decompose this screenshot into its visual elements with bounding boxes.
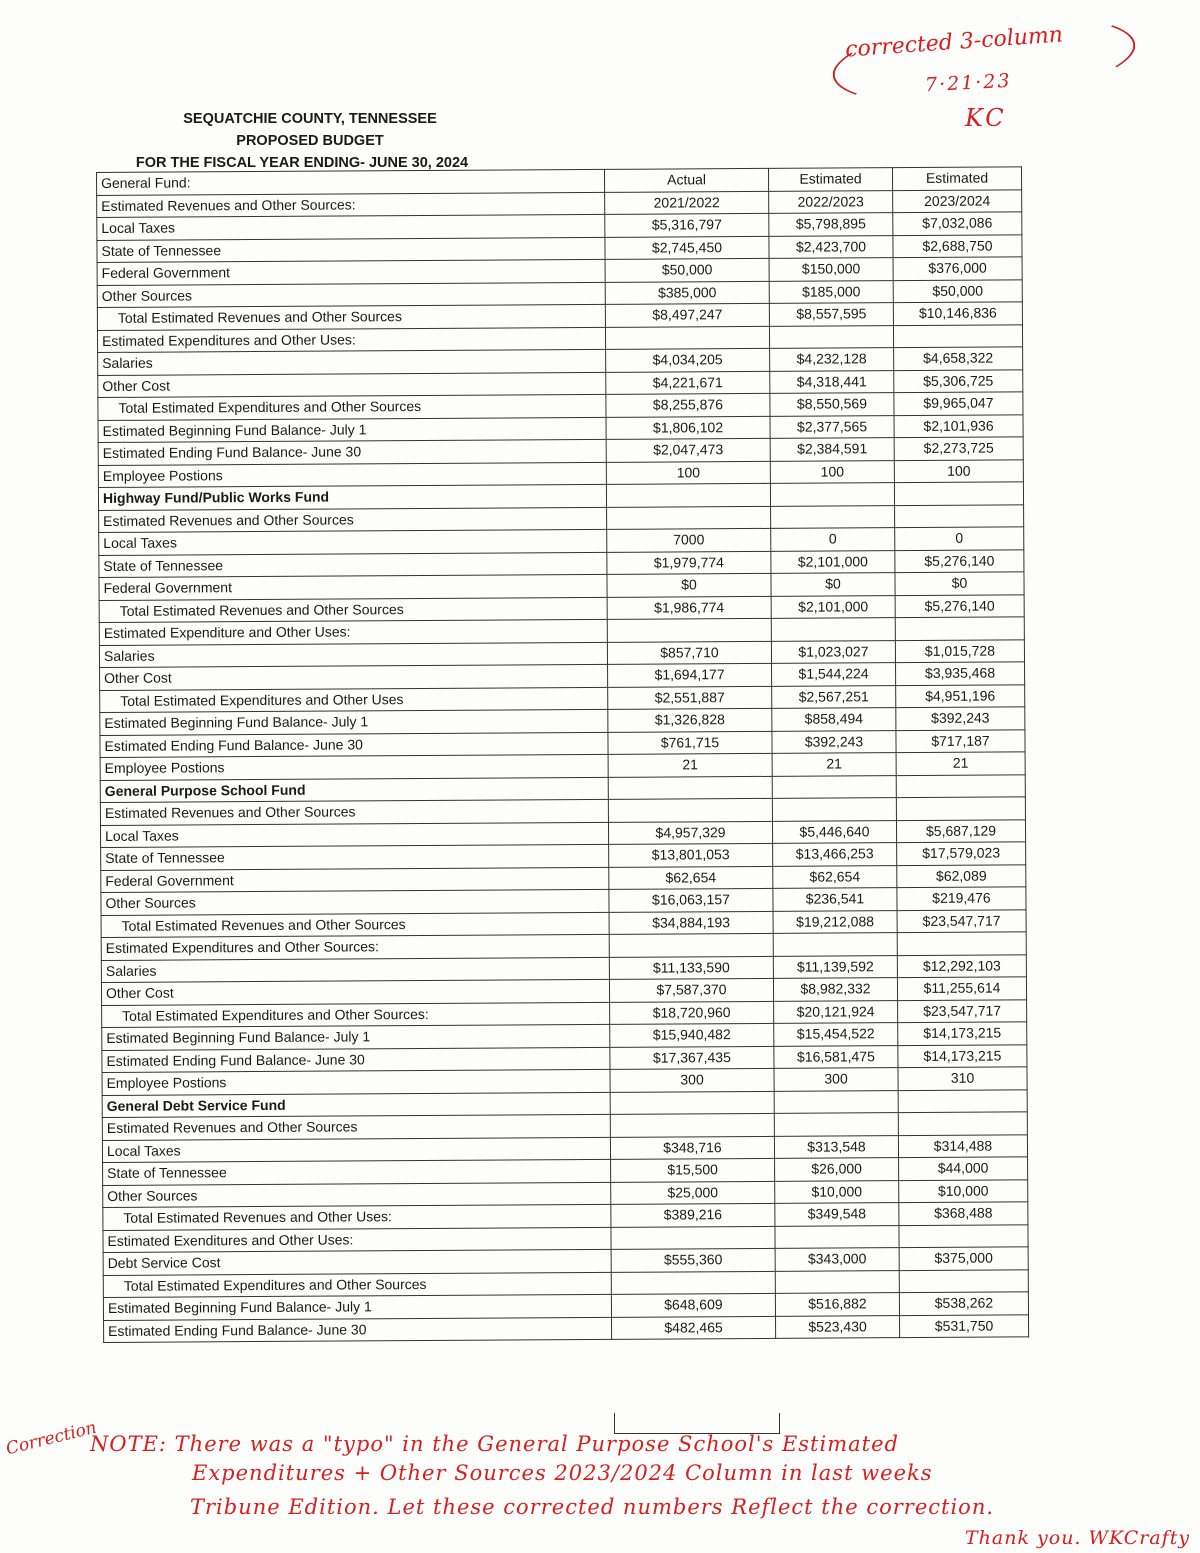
fiscal-year-title: FOR THE FISCAL YEAR ENDING- JUNE 30, 2024 <box>135 155 469 171</box>
correction-label: Correction <box>4 1417 99 1460</box>
budget-title: PROPOSED BUDGET <box>236 133 384 149</box>
value-cell-b: $2,567,251 <box>772 685 896 708</box>
value-cell-a: $7,587,370 <box>609 978 773 1002</box>
value-cell-b: $1,544,224 <box>772 663 896 686</box>
value-cell-a: $1,986,774 <box>607 596 771 620</box>
handwritten-initials: KC <box>965 104 1007 132</box>
value-cell-b: $1,023,027 <box>771 640 895 663</box>
value-cell-c: $3,935,468 <box>896 662 1025 685</box>
value-cell-a: $482,465 <box>612 1316 776 1340</box>
value-cell-b: 21 <box>772 753 896 776</box>
value-cell-a: $1,694,177 <box>608 663 772 687</box>
value-cell-b: $62,654 <box>773 865 897 888</box>
value-cell-a: $4,221,671 <box>606 371 770 395</box>
row-label: Salaries <box>99 642 607 668</box>
value-cell-a: $8,497,247 <box>605 303 769 327</box>
value-cell-b: $10,000 <box>775 1180 899 1203</box>
value-cell-a <box>610 1113 774 1137</box>
row-label: General Debt Service Fund <box>102 1092 610 1118</box>
value-cell-a <box>610 1091 774 1115</box>
value-cell-b: $4,232,128 <box>770 348 894 371</box>
row-label: General Purpose School Fund <box>100 777 608 803</box>
correction-note-line2: Expenditures + Other Sources 2023/2024 Column in last weeks <box>192 1461 933 1485</box>
value-cell-b <box>775 1225 899 1248</box>
row-label: Highway Fund/Public Works Fund <box>98 484 606 510</box>
budget-table-body <box>97 167 1029 1343</box>
row-label: Total Estimated Revenues and Other Uses: <box>103 1204 611 1230</box>
value-cell-c: $2,101,936 <box>894 414 1023 437</box>
value-cell-a: $50,000 <box>605 258 769 282</box>
value-cell-a: Actual <box>604 168 768 192</box>
value-cell-c: $538,262 <box>899 1292 1028 1315</box>
value-cell-a: $648,609 <box>611 1293 775 1317</box>
row-label: Estimated Expenditures and Other Sources: <box>101 934 609 960</box>
value-cell-c <box>897 932 1026 955</box>
value-cell-a <box>608 776 772 800</box>
value-cell-b <box>772 775 896 798</box>
row-label: Salaries <box>98 349 606 375</box>
row-label: General Fund: <box>97 169 605 195</box>
value-cell-a <box>611 1226 775 1250</box>
value-cell-a: 7000 <box>607 528 771 552</box>
value-cell-b <box>770 483 894 506</box>
value-cell-a <box>606 483 770 507</box>
value-cell-c: $5,276,140 <box>895 549 1024 572</box>
value-cell-a <box>607 618 771 642</box>
value-cell-b: $16,581,475 <box>774 1045 898 1068</box>
value-cell-a: 2021/2022 <box>605 191 769 215</box>
row-label: Estimated Revenues and Other Sources <box>100 799 608 825</box>
value-cell-a: $18,720,960 <box>610 1001 774 1025</box>
value-cell-b: $15,454,522 <box>774 1023 898 1046</box>
row-label: State of Tennessee <box>99 552 607 578</box>
value-cell-b <box>769 325 893 348</box>
value-cell-c: 100 <box>894 459 1023 482</box>
row-label: Estimated Exenditures and Other Uses: <box>103 1227 611 1253</box>
value-cell-c: $2,688,750 <box>893 234 1022 257</box>
value-cell-c: $4,951,196 <box>896 684 1025 707</box>
row-label: Federal Government <box>99 574 607 600</box>
county-title: SEQUATCHIE COUNTY, TENNESSEE <box>183 111 437 127</box>
row-label: Estimated Expenditure and Other Uses: <box>99 619 607 645</box>
row-label: Estimated Beginning Fund Balance- July 1 <box>103 1294 611 1320</box>
row-label: Estimated Beginning Fund Balance- July 1 <box>102 1024 610 1050</box>
budget-table <box>96 166 1029 1343</box>
value-cell-b: $5,446,640 <box>772 820 896 843</box>
value-cell-b: $8,982,332 <box>773 978 897 1001</box>
row-label: State of Tennessee <box>103 1159 611 1185</box>
row-label: Other Sources <box>101 889 609 915</box>
value-cell-b: $0 <box>771 573 895 596</box>
value-cell-c: $10,146,836 <box>893 302 1022 325</box>
value-cell-a: $34,884,193 <box>609 911 773 935</box>
row-label: Other Sources <box>97 282 605 308</box>
value-cell-a: 300 <box>610 1068 774 1092</box>
row-label: Employee Postions <box>102 1069 610 1095</box>
value-cell-b: $185,000 <box>769 280 893 303</box>
value-cell-c <box>894 482 1023 505</box>
value-cell-a: $2,745,450 <box>605 236 769 260</box>
row-label: Total Estimated Revenues and Other Sources <box>101 912 609 938</box>
row-label: Estimated Ending Fund Balance- June 30 <box>98 439 606 465</box>
value-cell-c: $7,032,086 <box>893 212 1022 235</box>
value-cell-a: $62,654 <box>609 866 773 890</box>
value-cell-a: $25,000 <box>611 1181 775 1205</box>
value-cell-c: $5,687,129 <box>896 819 1025 842</box>
value-cell-b: $392,243 <box>772 730 896 753</box>
value-cell-a: $1,979,774 <box>607 551 771 575</box>
value-cell-a: $555,360 <box>611 1248 775 1272</box>
row-label: Total Estimated Revenues and Other Sources <box>97 304 605 330</box>
row-label: Other Cost <box>101 979 609 1005</box>
value-cell-b: $26,000 <box>775 1158 899 1181</box>
row-label: Estimated Ending Fund Balance- June 30 <box>102 1047 610 1073</box>
value-cell-a: $385,000 <box>605 281 769 305</box>
row-label: State of Tennessee <box>97 237 605 263</box>
value-cell-b <box>771 505 895 528</box>
value-cell-b <box>775 1270 899 1293</box>
value-cell-b: $2,377,565 <box>770 415 894 438</box>
row-label: Estimated Ending Fund Balance- June 30 <box>104 1317 612 1343</box>
value-cell-a: $4,034,205 <box>606 348 770 372</box>
value-cell-c: $5,306,725 <box>894 369 1023 392</box>
handwritten-date: 7·21·23 <box>924 69 1013 97</box>
row-label: State of Tennessee <box>101 844 609 870</box>
value-cell-a: $857,710 <box>607 641 771 665</box>
value-cell-c: $2,273,725 <box>894 437 1023 460</box>
value-cell-c <box>895 617 1024 640</box>
row-label: Federal Government <box>101 867 609 893</box>
row-label: Local Taxes <box>102 1137 610 1163</box>
value-cell-c: $368,488 <box>899 1202 1028 1225</box>
value-cell-a: $15,500 <box>611 1158 775 1182</box>
value-cell-a: $13,801,053 <box>609 843 773 867</box>
value-cell-b: $2,101,000 <box>771 595 895 618</box>
value-cell-a: $4,957,329 <box>608 821 772 845</box>
value-cell-b: $13,466,253 <box>773 843 897 866</box>
value-cell-b: $343,000 <box>775 1248 899 1271</box>
value-cell-b: $2,423,700 <box>769 235 893 258</box>
value-cell-b <box>771 618 895 641</box>
value-cell-b: 100 <box>770 460 894 483</box>
value-cell-c: $14,173,215 <box>898 1044 1027 1067</box>
value-cell-b: Estimated <box>768 168 892 191</box>
value-cell-b: $19,212,088 <box>773 910 897 933</box>
value-cell-b: $349,548 <box>775 1203 899 1226</box>
value-cell-b: $2,384,591 <box>770 438 894 461</box>
value-cell-c: $9,965,047 <box>894 392 1023 415</box>
row-label: Estimated Revenues and Other Sources <box>102 1114 610 1140</box>
value-cell-b <box>773 933 897 956</box>
value-cell-c: $10,000 <box>899 1179 1028 1202</box>
value-cell-c: $392,243 <box>896 707 1025 730</box>
row-label: Federal Government <box>97 259 605 285</box>
row-label: Estimated Ending Fund Balance- June 30 <box>100 732 608 758</box>
value-cell-a: 100 <box>606 461 770 485</box>
row-label: Total Estimated Expenditures and Other Sources <box>103 1272 611 1298</box>
value-cell-a: $16,063,157 <box>609 888 773 912</box>
value-cell-a: $1,806,102 <box>606 416 770 440</box>
handwritten-corrected-note: corrected 3-column <box>844 22 1064 63</box>
value-cell-a: $8,255,876 <box>606 393 770 417</box>
row-label: Total Estimated Expenditures and Other Sources: <box>102 1002 610 1028</box>
value-cell-c: $62,089 <box>897 864 1026 887</box>
row-label: Employee Postions <box>100 754 608 780</box>
value-cell-c <box>898 1089 1027 1112</box>
value-cell-a: 21 <box>608 753 772 777</box>
value-cell-c: $376,000 <box>893 257 1022 280</box>
value-cell-a: $11,133,590 <box>609 956 773 980</box>
row-label: Other Cost <box>98 372 606 398</box>
row-label: Total Estimated Revenues and Other Sources <box>99 597 607 623</box>
value-cell-b <box>772 798 896 821</box>
value-cell-c <box>893 324 1022 347</box>
value-cell-a: $348,716 <box>610 1136 774 1160</box>
value-cell-b: $8,550,569 <box>770 393 894 416</box>
value-cell-a <box>611 1271 775 1295</box>
value-cell-b: $4,318,441 <box>770 370 894 393</box>
value-cell-c: $1,015,728 <box>895 639 1024 662</box>
row-label: Other Sources <box>103 1182 611 1208</box>
row-label: Estimated Revenues and Other Sources: <box>97 192 605 218</box>
value-cell-b: 2022/2023 <box>769 190 893 213</box>
row-label: Estimated Expenditures and Other Uses: <box>97 327 605 353</box>
value-cell-a <box>605 326 769 350</box>
value-cell-c <box>895 504 1024 527</box>
value-cell-b <box>774 1090 898 1113</box>
value-cell-b: $150,000 <box>769 258 893 281</box>
correction-note-signature: Thank you. WKCrafty <box>965 1527 1191 1549</box>
value-cell-b: 300 <box>774 1068 898 1091</box>
value-cell-a: $761,715 <box>608 731 772 755</box>
value-cell-c: $44,000 <box>899 1157 1028 1180</box>
value-cell-c <box>899 1269 1028 1292</box>
value-cell-b: $20,121,924 <box>774 1000 898 1023</box>
value-cell-a: $389,216 <box>611 1203 775 1227</box>
value-cell-a: $5,316,797 <box>605 213 769 237</box>
value-cell-c <box>899 1224 1028 1247</box>
correction-note-line3: Tribune Edition. Let these corrected numbers Reflect the correction. <box>190 1495 995 1519</box>
value-cell-c: $23,547,717 <box>897 909 1026 932</box>
value-cell-c: $314,488 <box>898 1134 1027 1157</box>
value-cell-c: $5,276,140 <box>895 594 1024 617</box>
value-cell-b: $5,798,895 <box>769 213 893 236</box>
row-label: Local Taxes <box>99 529 607 555</box>
value-cell-c: $11,255,614 <box>897 977 1026 1000</box>
row-label: Total Estimated Expenditures and Other Sources <box>98 394 606 420</box>
value-cell-a: $15,940,482 <box>610 1023 774 1047</box>
value-cell-c: $717,187 <box>896 729 1025 752</box>
value-cell-a <box>607 506 771 530</box>
row-label: Estimated Beginning Fund Balance- July 1 <box>98 417 606 443</box>
value-cell-a <box>609 933 773 957</box>
document-header <box>120 108 500 174</box>
row-label: Debt Service Cost <box>103 1249 611 1275</box>
value-cell-a: $17,367,435 <box>610 1046 774 1070</box>
value-cell-c: $531,750 <box>899 1314 1028 1337</box>
row-label: Local Taxes <box>100 822 608 848</box>
correction-note-line1: NOTE: There was a "typo" in the General Purpose School's Estimated <box>90 1432 899 1456</box>
value-cell-b: $858,494 <box>772 708 896 731</box>
value-cell-c: 21 <box>896 752 1025 775</box>
row-label: Estimated Revenues and Other Sources <box>99 507 607 533</box>
value-cell-c: 310 <box>898 1067 1027 1090</box>
value-cell-b: $8,557,595 <box>769 303 893 326</box>
value-cell-b: 0 <box>771 528 895 551</box>
value-cell-a: $0 <box>607 573 771 597</box>
value-cell-c: $0 <box>895 572 1024 595</box>
value-cell-c: Estimated <box>892 167 1021 190</box>
value-cell-c: 2023/2024 <box>893 189 1022 212</box>
value-cell-c <box>896 774 1025 797</box>
value-cell-b: $2,101,000 <box>771 550 895 573</box>
row-label: Salaries <box>101 957 609 983</box>
value-cell-a: $2,551,887 <box>608 686 772 710</box>
row-label: Local Taxes <box>97 214 605 240</box>
budget-row <box>104 1314 1029 1342</box>
value-cell-b: $313,548 <box>774 1135 898 1158</box>
value-cell-c: $12,292,103 <box>897 954 1026 977</box>
row-label: Total Estimated Expenditures and Other Uses <box>100 687 608 713</box>
value-cell-b: $236,541 <box>773 888 897 911</box>
value-cell-c: $219,476 <box>897 887 1026 910</box>
value-cell-c: $50,000 <box>893 279 1022 302</box>
value-cell-b: $11,139,592 <box>773 955 897 978</box>
value-cell-c <box>898 1112 1027 1135</box>
value-cell-b: $516,882 <box>775 1293 899 1316</box>
value-cell-b: $523,430 <box>776 1315 900 1338</box>
row-label: Estimated Beginning Fund Balance- July 1 <box>100 709 608 735</box>
row-label: Other Cost <box>100 664 608 690</box>
value-cell-a <box>608 798 772 822</box>
value-cell-a: $1,326,828 <box>608 708 772 732</box>
value-cell-c: 0 <box>895 527 1024 550</box>
value-cell-b <box>774 1113 898 1136</box>
value-cell-c: $4,658,322 <box>894 347 1023 370</box>
row-label: Employee Postions <box>98 462 606 488</box>
value-cell-c: $375,000 <box>899 1247 1028 1270</box>
blank-cell-box <box>614 1413 780 1434</box>
value-cell-c: $23,547,717 <box>898 999 1027 1022</box>
value-cell-c <box>896 797 1025 820</box>
value-cell-c: $17,579,023 <box>897 842 1026 865</box>
value-cell-c: $14,173,215 <box>898 1022 1027 1045</box>
value-cell-a: $2,047,473 <box>606 438 770 462</box>
